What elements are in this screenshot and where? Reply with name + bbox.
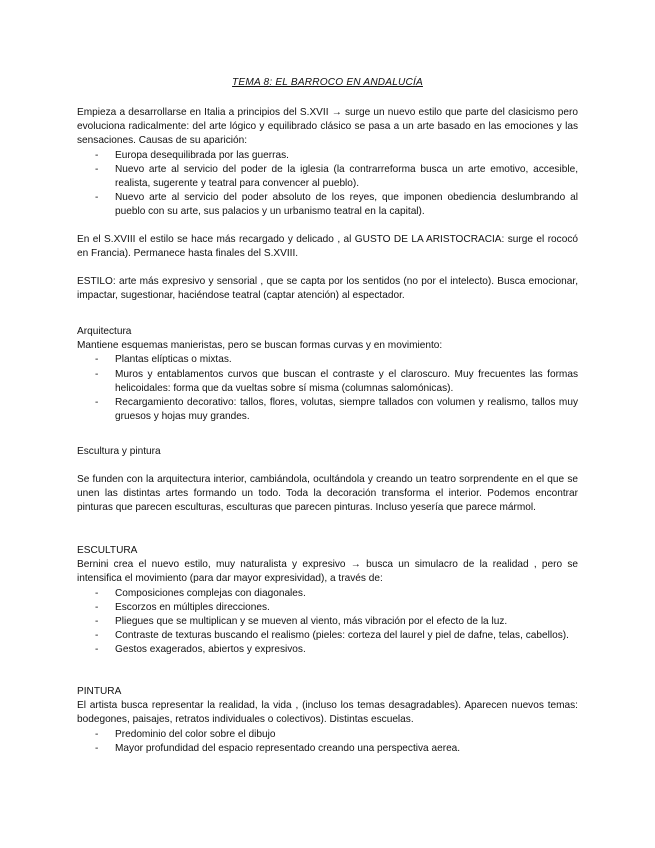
list-item: - Nuevo arte al servicio del poder de la iglesia (la contrarreforma busca un arte emotivo, accesible, realista, sugerente y teatral para convencer al pueblo). xyxy=(95,163,578,190)
arquitectura-list xyxy=(77,353,578,424)
estilo-section xyxy=(77,275,578,303)
escultura-paragraph: Bernini crea el nuevo estilo, muy naturalista y expresivo → busca un simulacro de la realidad , pero se intensifica el movimiento (para dar mayor expresividad), a través de: xyxy=(77,559,578,585)
sxviii-section xyxy=(77,233,578,261)
pintura-section xyxy=(77,685,578,756)
list-item: - Mayor profundidad del espacio representado creando una perspectiva aerea. xyxy=(95,742,461,754)
list-item: - Muros y entablamentos curvos que buscan el contraste y el claroscuro. Muy frecuentes las formas helicoidales: forma que da vueltas sobre sí misma (columnas salomónicas). xyxy=(95,368,578,394)
section-heading: Escultura y pintura xyxy=(77,446,161,457)
escultura-list xyxy=(77,587,578,658)
section-heading: ESCULTURA xyxy=(77,545,138,556)
page-title: TEMA 8: EL BARROCO EN ANDALUCÍA xyxy=(232,77,423,88)
list-item: - Gestos exagerados, abiertos y expresivos. xyxy=(95,644,306,656)
list-item: - Contraste de texturas buscando el realismo (pieles: corteza del laurel y piel de dafne, telas, cabellos). xyxy=(95,630,569,642)
causes-list xyxy=(77,149,578,220)
list-item: - Nuevo arte al servicio del poder absoluto de los reyes, que imponen obediencia deslumbrando al pueblo con su arte, sus palacios y un urbanismo teatral en la capital). xyxy=(95,192,578,218)
list-item: - Europa desequilibrada por las guerras. xyxy=(95,149,289,161)
arquitectura-paragraph: Mantiene esquemas manieristas, pero se buscan formas curvas y en movimiento: xyxy=(77,340,443,352)
section-heading: Arquitectura xyxy=(77,326,132,337)
intro-section xyxy=(77,106,578,220)
intro-paragraph: Empieza a desarrollarse en Italia a principios del S.XVII → surge un nuevo estilo que parte del clasicismo pero evoluciona radicalmente: del arte lógico y equilibrado clásico se pasa a un arte basado en las emociones y las sensaciones. Causas de su aparición: xyxy=(77,107,578,147)
escultura-pintura-paragraph: Se funden con la arquitectura interior, cambiándola, ocultándola y creando un teatro sorprendente en el que se unen las distintas artes formando un todo. Toda la decoración transforma el interior. Podemos encontrar pinturas que parecen esculturas, esculturas que parecen pinturas. Incluso yesería que parece mármol. xyxy=(77,474,578,514)
list-item: - Plantas elípticas o mixtas. xyxy=(95,354,232,366)
list-item: - Composiciones complejas con diagonales. xyxy=(95,587,306,599)
sxviii-paragraph: En el S.XVIII el estilo se hace más recargado y delicado , al GUSTO DE LA ARISTOCRACIA: surge el rococó en Francia). Permanece hasta finales del S.XVIII. xyxy=(77,234,578,260)
list-item: - Recargamiento decorativo: tallos, flores, volutas, siempre tallados con volumen y realismo, tallos muy gruesos y hojas muy grandes. xyxy=(95,397,578,423)
list-item: - Pliegues que se multiplican y se mueven al viento, más vibración por el efecto de la luz. xyxy=(95,616,508,628)
section-heading: PINTURA xyxy=(77,686,122,697)
escultura-pintura-section xyxy=(77,445,578,459)
arquitectura-section xyxy=(77,325,578,424)
escultura-pintura-body xyxy=(77,473,578,516)
escultura-section xyxy=(77,544,578,658)
list-item: - Predominio del color sobre el dibujo xyxy=(95,728,276,740)
list-item: - Escorzos en múltiples direcciones. xyxy=(95,601,270,613)
pintura-paragraph: El artista busca representar la realidad, la vida , (incluso los temas desagradables). Aparecen nuevos temas: bodegones, paisajes, retratos individuales o colectivos). Distintas escuelas. xyxy=(77,700,578,726)
pintura-list xyxy=(77,728,578,756)
estilo-paragraph: ESTILO: arte más expresivo y sensorial , que se capta por los sentidos (no por el intelecto). Busca emocionar, impactar, sugestionar, haciéndose teatral (captar atención) al espectador. xyxy=(77,276,578,302)
